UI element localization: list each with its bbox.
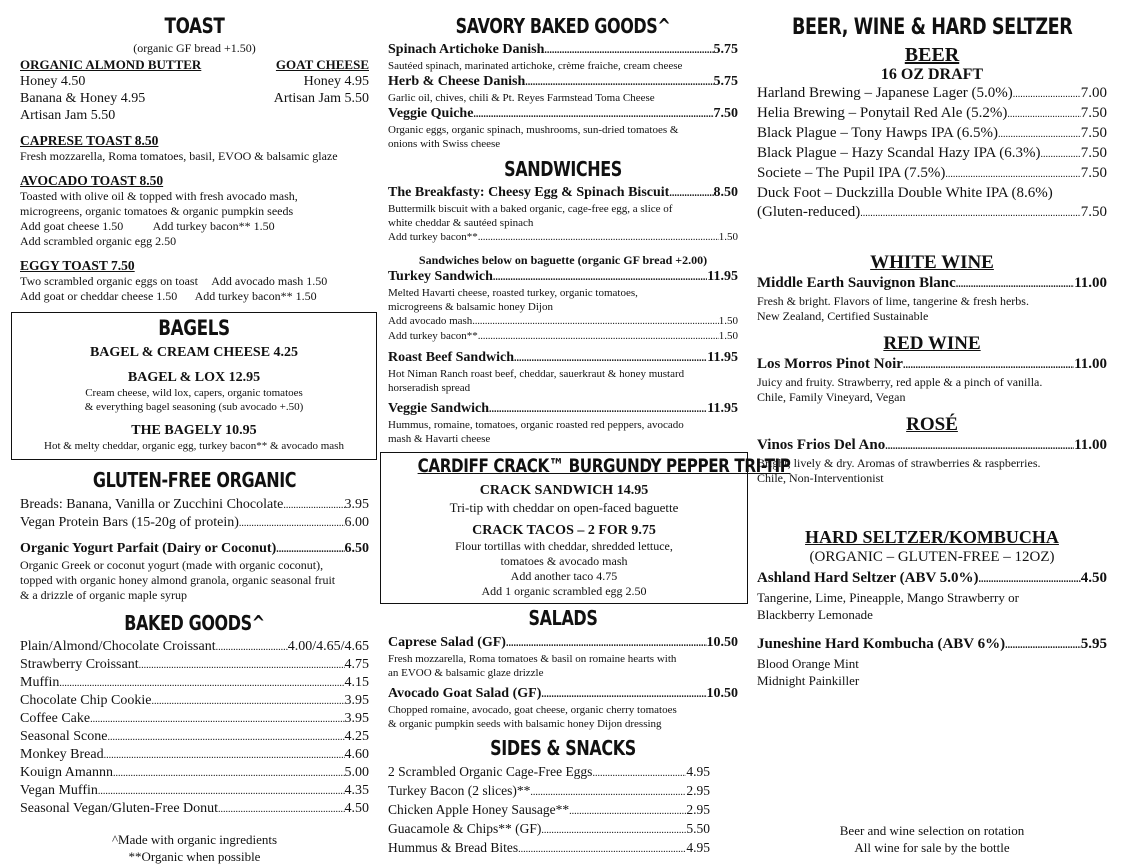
menu-item [20,496,369,514]
bagel-lox-desc: & everything bagel seasoning (sub avocado +.50) [84,401,304,414]
beer-item [757,84,1107,104]
kombucha-flavor: Blood Orange Mint [757,655,859,671]
wine-desc: Bright, lively & dry. Aromas of strawberries & raspberries. [757,455,1041,470]
add-option-row [388,329,738,344]
almond-item: Banana & Honey 4.95 [20,91,146,107]
item-name: The Breakfasty: Cheesy Egg & Spinach Biscuit [388,185,670,200]
item-name: 2 Scrambled Organic Cage-Free Eggs [388,764,593,779]
item-price: 4.50 [344,801,369,816]
menu-item [20,782,369,800]
item-desc: Sautéed spinach, marinated artichoke, crème fraiche, cream cheese [388,60,683,72]
item-name: Plain/Almond/Chocolate Croissant [20,639,216,654]
bagel-lox: BAGEL & LOX 12.95 [127,370,261,386]
add-option: Add goat or cheddar cheese 1.50 [20,289,178,304]
parfait-desc: & a drizzle of organic maple syrup [20,588,188,602]
crack-tacos-add: Add another taco 4.75 [510,568,618,583]
item-desc: onions with Swiss cheese [388,138,501,150]
red-wine-heading: RED WINE [883,333,981,355]
wine-item [757,274,1107,294]
goat-item: Artisan Jam 5.50 [273,91,369,107]
bagels-heading: BAGELS [158,316,230,340]
beer-item [757,104,1107,124]
beer-item [757,124,1107,144]
item-price: 4.00/4.65/4.65 [287,639,369,654]
menu-item [20,710,369,728]
sides-list [388,763,710,858]
menu-item [20,540,369,558]
item-price: 4.50 [1080,569,1107,586]
item-price: 7.50 [1080,125,1107,142]
baguette-note: Sandwiches below on baguette (organic GF bread +2.00) [418,253,708,267]
beer-item [757,203,1107,223]
wine-desc: Fresh & bright. Flavors of lime, tangerine & fresh herbs. [757,294,1029,309]
parfait-desc: topped with organic honey almond granola, organic seasonal fruit [20,573,336,587]
item-name: Chicken Apple Honey Sausage** [388,802,570,817]
toast-row-2 [20,90,369,107]
item-price: 11.95 [707,350,738,365]
item-name: Guacamole & Chips** (GF) [388,821,542,836]
item-name: Turkey Sandwich [388,269,493,284]
crack-tacos-add: Add 1 organic scrambled egg 2.50 [481,583,647,598]
menu-item [20,656,369,674]
item-name: (Gluten-reduced) [757,204,861,221]
seltzer-heading: HARD SELTZER/KOMBUCHA [805,526,1059,547]
item-name: Ashland Hard Seltzer (ABV 5.0%) [757,569,979,586]
item-price: 10.50 [706,635,738,650]
almond-butter-heading: ORGANIC ALMOND BUTTER [20,57,202,73]
seltzer-desc: Tangerine, Lime, Pineapple, Mango Strawberry or [757,589,1019,605]
bagel-lox-desc: Cream cheese, wild lox, capers, organic tomatoes [85,387,303,400]
crack-box [380,452,791,604]
item-price: 4.95 [686,840,710,855]
menu-item [388,105,738,123]
item-desc: Chopped romaine, avocado, goat cheese, organic cherry tomatoes [388,704,677,716]
item-name: Herb & Cheese Danish [388,74,526,89]
item-price: 4.25 [344,729,369,744]
menu-item [388,782,710,801]
add-option-row [388,314,738,329]
item-name: Turkey Bacon (2 slices)** [388,783,531,798]
crack-heading: CARDIFF CRACK™ BURGUNDY PEPPER TRI-TIP [417,455,791,477]
menu-item [388,268,738,286]
item-name: Middle Earth Sauvignon Blanc [757,275,956,292]
item-price: 3.95 [344,711,369,726]
eggy-toast-desc [20,274,369,289]
almond-item: Honey 4.50 [20,74,86,90]
seltzer-item [757,569,1107,589]
item-desc: Organic eggs, organic spinach, mushrooms, sun-dried tomatoes & [388,124,679,136]
salads-heading: SALADS [528,606,598,630]
item-price: 7.50 [1080,105,1107,122]
item-name: Black Plague – Tony Hawps IPA (6.5%) [757,125,999,142]
item-price: 4.15 [344,675,369,690]
add-option: Add scrambled organic egg 2.50 [20,234,177,249]
item-price: 11.00 [1074,275,1107,292]
item-name: Veggie Sandwich [388,401,490,416]
column-right [757,15,1107,689]
menu-item [20,746,369,764]
crack-sandwich-desc: Tri-tip with cheddar on open-faced baguette [449,499,679,515]
toast-row-1 [20,73,369,90]
menu-item [388,73,738,91]
beer-list [757,84,1107,223]
item-name: Roast Beef Sandwich [388,350,515,365]
footnote-organic: ^Made with organic ingredients [111,832,278,847]
item-price: 11.95 [707,269,738,284]
add-price: 1.50 [718,231,738,243]
item-name: Kouign Amannn [20,765,113,780]
add-name: Add turkey bacon** [388,231,478,243]
the-bagely-desc: Hot & melty cheddar, organic egg, turkey bacon** & avocado mash [44,440,344,453]
item-price: 7.00 [1080,85,1107,102]
item-name: Veggie Quiche [388,106,474,121]
item-name: Monkey Bread [20,747,104,762]
sides-heading: SIDES & SNACKS [490,736,636,760]
item-price: 7.50 [1080,204,1107,221]
wine-desc: Juicy and fruity. Strawberry, red apple & a pinch of vanilla. [757,375,1043,390]
item-price: 11.95 [707,401,738,416]
beer-heading: BEER [904,44,960,67]
item-name: Vegan Protein Bars (15-20g of protein) [20,515,239,530]
item-name: Hummus & Bread Bites [388,840,519,855]
baked-goods-list [20,638,369,818]
add-price: 1.50 [718,315,738,327]
seltzer-desc: Blackberry Lemonade [757,606,873,622]
item-desc: Hot Niman Ranch roast beef, cheddar, sauerkraut & honey mustard [388,368,685,380]
item-desc: Garlic oil, chives, chili & Pt. Reyes Farmstead Toma Cheese [388,92,655,104]
goat-cheese-heading: GOAT CHEESE [275,57,369,73]
menu-item [388,349,738,367]
kombucha-flavor: Midnight Painkiller [757,672,860,688]
item-name: Strawberry Croissant [20,657,139,672]
wine-desc: Chile, Family Vineyard, Vegan [757,390,906,405]
crack-tacos-desc: Flour tortillas with cheddar, shredded lettuce, [455,538,673,553]
item-desc: horseradish spread [388,382,471,394]
item-price: 5.50 [686,821,710,836]
seltzer-subheading: (ORGANIC – GLUTEN-FREE – 12OZ) [809,548,1055,565]
beer-subheading: 16 OZ DRAFT [880,66,984,84]
add-option: Add goat cheese 1.50 [20,219,124,234]
item-desc: Buttermilk biscuit with a baked organic, cage-free egg, a slice of [388,203,673,215]
item-price: 4.35 [344,783,369,798]
menu-item [20,728,369,746]
white-wine-heading: WHITE WINE [870,252,994,274]
eggy-toast-adds [20,289,369,304]
item-price: 3.95 [344,693,369,708]
gluten-free-heading: GLUTEN-FREE ORGANIC [92,468,297,492]
savory-heading: SAVORY BAKED GOODS^ [455,14,671,38]
menu-item [388,839,710,858]
item-name: Muffin [20,675,60,690]
item-name: Harland Brewing – Japanese Lager (5.0%) [757,85,1013,102]
add-option-row [388,230,738,245]
column-middle-lower [388,607,738,858]
parfait-desc: Organic Greek or coconut yogurt (made with organic coconut), [20,558,324,572]
crack-tacos: CRACK TACOS – 2 FOR 9.75 [472,522,656,538]
eggy-desc: Two scrambled organic eggs on toast [20,274,198,289]
avocado-toast-title: AVOCADO TOAST 8.50 [20,173,164,189]
item-name: Spinach Artichoke Danish [388,42,545,57]
wine-item [757,355,1107,375]
item-name: Seasonal Vegan/Gluten-Free Donut [20,801,219,816]
drinks-heading: BEER, WINE & HARD SELTZER [792,15,1073,40]
item-price: 4.75 [344,657,369,672]
item-price: 6.50 [344,541,369,556]
item-desc: microgreens & balsamic honey Dijon [388,301,553,313]
menu-item [20,800,369,818]
bottle-note: All wine for sale by the bottle [854,840,1010,855]
item-name: Coffee Cake [20,711,91,726]
kombucha-item [757,635,1107,655]
item-name: Caprese Salad (GF) [388,635,506,650]
menu-item [20,764,369,782]
menu-item [388,763,710,782]
menu-item [388,801,710,820]
item-name: Black Plague – Hazy Scandal Hazy IPA (6.3%) [757,145,1041,162]
sandwiches-heading: SANDWICHES [504,157,622,181]
goat-item: Honey 4.95 [303,74,369,90]
column-left-lower [20,469,369,865]
item-price: 11.00 [1074,436,1107,453]
item-name: Vegan Muffin [20,783,98,798]
item-price: 3.95 [344,497,369,512]
item-price: 5.95 [1080,635,1107,652]
item-price: 6.00 [344,515,369,530]
beer-item [757,164,1107,184]
item-name: Avocado Goat Salad (GF) [388,686,542,701]
avocado-toast-desc: Toasted with olive oil & topped with fresh avocado mash, [20,189,298,204]
menu-item [388,400,738,418]
menu-item [20,514,369,532]
footnote-organic-possible: **Organic when possible [128,849,261,864]
the-bagely: THE BAGELY 10.95 [131,423,257,439]
menu-item [20,692,369,710]
item-desc: white cheddar & sautéed spinach [388,217,534,229]
caprese-toast-desc: Fresh mozzarella, Roma tomatoes, basil, EVOO & balsamic glaze [20,149,338,164]
item-name: Societe – The Pupil IPA (7.5%) [757,165,946,182]
item-price: 5.75 [713,42,738,57]
baked-goods-heading: BAKED GOODS^ [124,611,265,635]
bagels-box [11,312,377,460]
menu-item [20,674,369,692]
wine-desc: Chile, Non-Interventionist [757,470,884,485]
menu-item [388,634,738,652]
item-desc: Fresh mozzarella, Roma tomatoes & basil on romaine hearts with [388,653,677,665]
column-left [20,14,369,304]
item-desc: & organic pumpkin seeds with balsamic honey Dijon dressing [388,718,662,730]
item-price: 7.50 [1080,165,1107,182]
item-price: 5.75 [713,74,738,89]
menu-item [388,685,738,703]
add-option: Add avocado mash 1.50 [211,274,328,289]
add-option: Add turkey bacon** 1.50 [152,219,275,234]
rose-heading: ROSÉ [906,414,958,436]
menu-item [388,41,738,59]
add-option: Add turkey bacon** 1.50 [194,289,317,304]
toast-subheads [20,56,369,73]
crack-tacos-desc: tomatoes & avocado mash [500,553,628,568]
item-price: 4.60 [344,747,369,762]
item-desc: mash & Havarti cheese [388,433,491,445]
item-price: 10.50 [706,686,738,701]
beer-item [757,144,1107,164]
almond-item: Artisan Jam 5.50 [20,108,116,124]
wine-item [757,436,1107,456]
item-name: Los Morros Pinot Noir [757,356,903,373]
item-price: 7.50 [713,106,738,121]
rotation-note: Beer and wine selection on rotation [839,823,1025,838]
toast-gf-note: (organic GF bread +1.50) [133,41,256,56]
item-desc: Melted Havarti cheese, roasted turkey, organic tomatoes, [388,287,638,299]
add-price: 1.50 [718,330,738,342]
menu-item [388,820,710,839]
avocado-toast-adds [20,219,369,234]
item-price: 7.50 [1080,145,1107,162]
beer-item-name: Duck Foot – Duckzilla Double White IPA (8.6%) [757,185,1053,202]
item-name: Chocolate Chip Cookie [20,693,152,708]
item-name: Breads: Banana, Vanilla or Zucchini Chocolate [20,497,284,512]
drinks-footer [757,822,1107,856]
menu-item [388,184,738,202]
item-price: 2.95 [686,783,710,798]
menu-item [20,638,369,656]
item-name: Juneshine Hard Kombucha (ABV 6%) [757,635,1006,652]
item-price: 5.00 [344,765,369,780]
item-desc: an EVOO & balsamic glaze drizzle [388,667,544,679]
item-price: 8.50 [713,185,738,200]
column-middle [388,15,738,446]
item-price: 11.00 [1074,356,1107,373]
item-name: Vinos Frios Del Ano [757,436,886,453]
add-name: Add avocado mash [388,315,473,327]
wine-desc: New Zealand, Certified Sustainable [757,309,929,324]
item-price: 4.95 [686,764,710,779]
add-name: Add turkey bacon** [388,330,478,342]
item-desc: Hummus, romaine, tomatoes, organic roasted red peppers, avocado [388,419,684,431]
caprese-toast-title: CAPRESE TOAST 8.50 [20,133,159,149]
avocado-toast-desc: microgreens, organic tomatoes & organic pumpkin seeds [20,204,294,219]
item-name: Seasonal Scone [20,729,108,744]
toast-heading: TOAST [164,14,225,38]
item-name: Helia Brewing – Ponytail Red Ale (5.2%) [757,105,1008,122]
bagel-cream-cheese: BAGEL & CREAM CHEESE 4.25 [89,345,299,361]
item-price: 2.95 [686,802,710,817]
item-name: Organic Yogurt Parfait (Dairy or Coconut) [20,541,277,556]
eggy-toast-title: EGGY TOAST 7.50 [20,258,135,274]
crack-sandwich: CRACK SANDWICH 14.95 [479,482,649,498]
